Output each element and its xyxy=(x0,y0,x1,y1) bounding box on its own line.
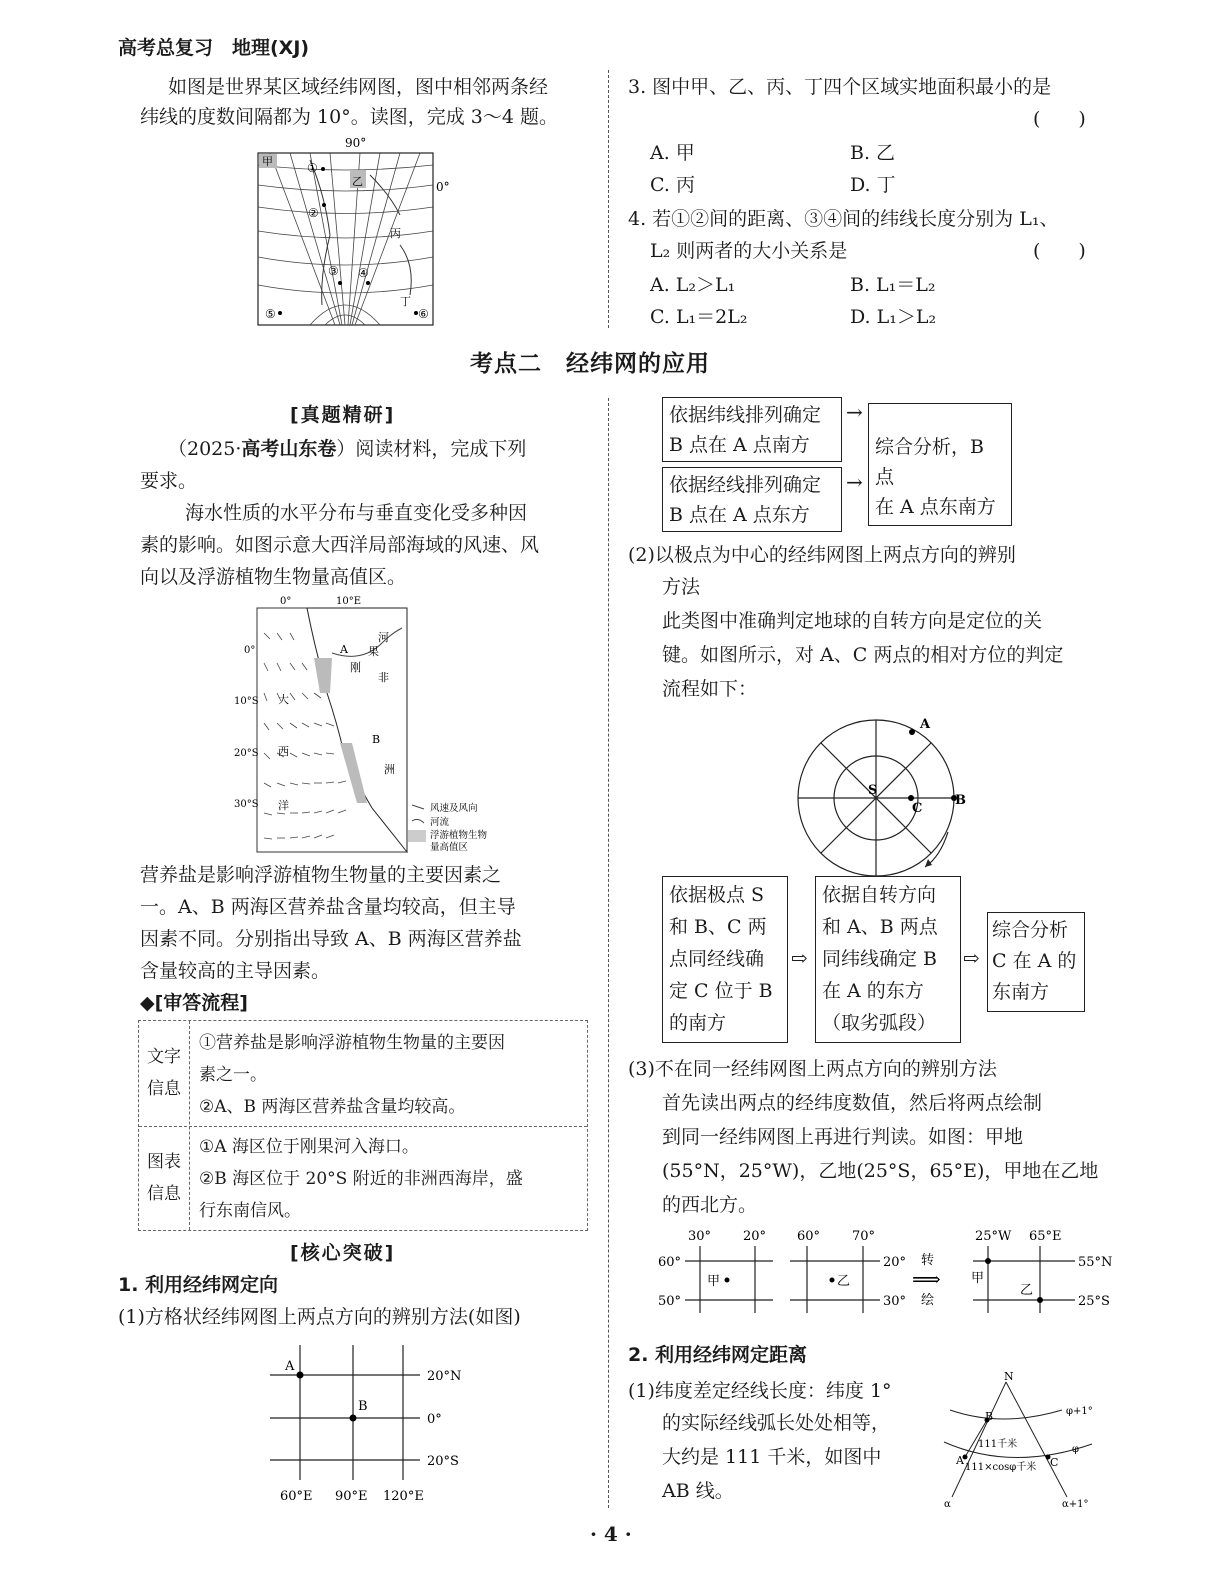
mini3-point-jia: 甲 xyxy=(971,1271,985,1286)
map2-lon-1: 10°E xyxy=(336,596,362,607)
svg-text:⟹: ⟹ xyxy=(912,1267,941,1291)
map2-lon-0: 0° xyxy=(280,596,292,607)
grid-lon-120e: 120°E xyxy=(383,1489,424,1504)
page-number: · 4 · xyxy=(590,1522,632,1546)
sub2-line-2: 方法 xyxy=(662,576,701,598)
map2-place-b: B xyxy=(372,733,381,746)
grid-lat-20s: 20°S xyxy=(427,1454,459,1469)
mini-transfer-diagram xyxy=(655,1228,1115,1318)
atlantic-wind-map xyxy=(232,593,512,855)
sub3-text-2: 到同一经纬网图上再进行判读。如图：甲地 xyxy=(662,1126,1024,1148)
mini-arrow-bottom: 绘 xyxy=(921,1293,935,1308)
mini2-right-1: 30° xyxy=(883,1294,907,1309)
sector-label-111km: 111千米 xyxy=(978,1439,1018,1450)
map2-legend-plankton-2: 量高值区 xyxy=(430,842,469,853)
world-grid-map xyxy=(250,135,450,330)
q4-stem-1: 4. 若①②间的距离、③④间的纬线长度分别为 L₁、 xyxy=(628,208,1059,230)
map1-pt2: ② xyxy=(308,206,319,220)
flow2-arrow-2: ⇨ xyxy=(963,946,980,970)
running-header: 高考总复习 地理(XJ) xyxy=(118,37,310,59)
map1-bing: 丙 xyxy=(390,227,401,240)
sector-label-a: A xyxy=(956,1454,964,1467)
q4-option-a[interactable]: A. L₂＞L₁ xyxy=(650,274,736,296)
mini3-top-0: 25°W xyxy=(975,1229,1012,1244)
q3-stem: 3. 图中甲、乙、丙、丁四个区域实地面积最小的是 xyxy=(628,76,1052,98)
q4-paren: ( ) xyxy=(1033,240,1086,262)
sector-label-alpha-plus: α+1° xyxy=(1062,1499,1089,1510)
polar-label-s: S xyxy=(868,783,878,798)
mini3-right-0: 55°N xyxy=(1078,1255,1113,1270)
question-line-3: 因素不同。分别指出导致 A、B 两海区营养盐 xyxy=(140,928,522,950)
map1-pt4: ④ xyxy=(358,266,369,280)
map2-place-fei: 非 xyxy=(378,671,389,684)
mini-arrow-top: 转 xyxy=(921,1253,935,1268)
q3-option-d[interactable]: D. 丁 xyxy=(850,174,896,196)
sector-label-phi: φ xyxy=(1072,1444,1080,1455)
flow1-arrow-1: → xyxy=(846,400,863,424)
mini1-point-label: 甲 xyxy=(707,1274,721,1289)
sector-label-c: C xyxy=(1050,1456,1059,1469)
polar-label-a: A xyxy=(920,717,931,732)
sub1: (1)方格状经纬网图上两点方向的辨别方法(如图) xyxy=(118,1306,521,1328)
map2-legend-river: 河流 xyxy=(430,817,450,828)
mini2-right-0: 20° xyxy=(883,1255,907,1270)
source-line-2: 要求。 xyxy=(140,470,198,492)
q4-option-d[interactable]: D. L₁＞L₂ xyxy=(850,306,937,328)
grid-point-b: B xyxy=(358,1399,368,1414)
intro-line-2: 纬线的度数间隔都为 10°。读图，完成 3～4 题。 xyxy=(140,106,558,128)
mini2-top-1: 70° xyxy=(852,1229,876,1244)
map2-lat-1: 10°S xyxy=(234,696,259,707)
question-line-2: 一。A、B 两海区营养盐含量均较高，但主导 xyxy=(140,896,516,918)
flow1-box-longitude: 依据经线排列确定 B 点在 A 点东方 xyxy=(662,467,842,532)
table-body-1: ①营养盐是影响浮游植物生物量的主要因 素之一。 ②A、B 两海区营养盐含量均较高。 xyxy=(199,1033,505,1117)
grid-lon-90e: 90°E xyxy=(335,1489,368,1504)
heading-distance: 2. 利用经纬网定距离 xyxy=(628,1344,808,1366)
flow2-box-1: 依据极点 S 和 B、C 两 点同经线确 定 C 位于 B 的南方 xyxy=(662,876,788,1043)
grid-lon-60e: 60°E xyxy=(280,1489,313,1504)
zhenti-heading: [真题精研] xyxy=(290,404,396,426)
sub3-text-4: 的西北方。 xyxy=(662,1194,758,1216)
map1-yi: 乙 xyxy=(352,175,363,188)
sub4-line-4: AB 线。 xyxy=(662,1480,734,1502)
grid-point-a: A xyxy=(285,1359,295,1374)
polar-label-b: B xyxy=(955,793,966,808)
mini3-point-yi: 乙 xyxy=(1020,1283,1034,1298)
map1-pt5: ⑤ xyxy=(265,307,276,321)
q3-paren: ( ) xyxy=(1033,108,1086,130)
mini1-left-1: 50° xyxy=(658,1294,682,1309)
mini3-top-1: 65°E xyxy=(1029,1229,1062,1244)
mini3-right-1: 25°S xyxy=(1078,1294,1110,1309)
question-line-1: 营养盐是影响浮游植物生物量的主要因素之 xyxy=(140,864,502,886)
sector-label-phi-plus: φ+1° xyxy=(1066,1406,1093,1417)
mini1-left-0: 60° xyxy=(658,1255,682,1270)
material-line-1: 海水性质的水平分布与垂直变化受多种因 xyxy=(185,502,528,524)
polar-label-c: C xyxy=(912,801,923,816)
sector-label-n: N xyxy=(1004,1372,1014,1383)
flow2-box-3: 综合分析 C 在 A 的 东南方 xyxy=(987,912,1085,1012)
map2-place-a: A xyxy=(340,643,348,656)
sub2-text-3: 流程如下： xyxy=(662,678,758,700)
sub3: (3)不在同一经纬网图上两点方向的辨别方法 xyxy=(628,1058,997,1080)
sub2-line-1: (2)以极点为中心的经纬网图上两点方向的辨别 xyxy=(628,544,1016,566)
map2-place-zhou: 洲 xyxy=(384,763,395,776)
map2-place-da: 大 xyxy=(278,693,289,706)
sub4-line-2: 的实际经线弧长处处相等， xyxy=(662,1412,891,1434)
map2-legend-plankton-1: 浮游植物生物 xyxy=(430,830,488,841)
grid-lat-20n: 20°N xyxy=(427,1369,462,1384)
sub4-line-1: (1)纬度差定经线长度：纬度 1° xyxy=(628,1380,892,1402)
map2-place-yang: 洋 xyxy=(278,799,289,812)
mini2-point-label: 乙 xyxy=(837,1274,851,1289)
q4-option-b[interactable]: B. L₁＝L₂ xyxy=(850,274,936,296)
table-head-2: 图表 信息 xyxy=(147,1152,181,1204)
map1-pt1: ① xyxy=(307,161,318,175)
source-line: （2025·高考山东卷）阅读材料，完成下列 xyxy=(168,438,527,460)
table-head-1: 文字 信息 xyxy=(147,1047,181,1099)
grid-direction-diagram xyxy=(265,1340,475,1510)
material-line-2: 素的影响。如图示意大西洋局部海域的风速、风 xyxy=(140,534,540,556)
table-body-2: ①A 海区位于刚果河入海口。 ②B 海区位于 20°S 附近的非洲西海岸，盛 行东南信风。 xyxy=(199,1137,523,1221)
map2-place-xi: 西 xyxy=(278,745,289,758)
q3-option-a[interactable]: A. 甲 xyxy=(650,142,695,164)
map1-top-label: 90° xyxy=(345,136,367,150)
mini2-top-0: 60° xyxy=(797,1229,821,1244)
map2-legend-wind: 风速及风向 xyxy=(430,803,478,814)
mini1-top-1: 20° xyxy=(743,1229,767,1244)
flow1-box-latitude: 依据纬线排列确定 B 点在 A 点南方 xyxy=(662,397,842,462)
sub4-line-3: 大约是 111 千米，如图中 xyxy=(662,1446,882,1468)
analysis-table xyxy=(138,1020,588,1231)
flow1-arrow-2: → xyxy=(846,470,863,494)
map2-lat-2: 20°S xyxy=(234,748,259,759)
q3-option-c[interactable]: C. 丙 xyxy=(650,174,695,196)
map2-place-he: 河 xyxy=(378,631,389,644)
section-title: 考点二 经纬网的应用 xyxy=(470,351,710,377)
map2-lat-0: 0° xyxy=(244,645,256,656)
shenda-heading: ◆[审答流程] xyxy=(140,992,248,1014)
map2-place-gang: 刚 xyxy=(350,661,361,674)
sector-label-cos: 111×cosφ千米 xyxy=(965,1462,1037,1473)
hexin-heading: [核心突破] xyxy=(290,1242,396,1264)
sector-label-alpha: α xyxy=(944,1499,951,1510)
map1-jia: 甲 xyxy=(262,155,273,168)
map2-lat-3: 30°S xyxy=(234,799,259,810)
map1-ding: 丁 xyxy=(400,295,411,308)
sub3-text-1: 首先读出两点的经纬度数值，然后将两点绘制 xyxy=(662,1092,1043,1114)
sub2-text-1: 此类图中准确判定地球的自转方向是定位的关 xyxy=(662,610,1043,632)
q4-stem-2: L₂ 则两者的大小关系是 xyxy=(650,240,848,262)
map1-pt6: ⑥ xyxy=(418,307,429,321)
flow1-box-result: 综合分析，B 点 在 A 点东南方 xyxy=(868,403,1012,526)
map1-right-label: 0° xyxy=(436,180,450,194)
material-line-3: 向以及浮游植物生物量高值区。 xyxy=(140,566,407,588)
sub2-text-2: 键。如图所示，对 A、C 两点的相对方位的判定 xyxy=(662,644,1064,666)
question-line-4: 含量较高的主导因素。 xyxy=(140,960,331,982)
sub3-text-3: (55°N，25°W)，乙地(25°S，65°E)，甲地在乙地 xyxy=(662,1160,1099,1182)
heading-direction: 1. 利用经纬网定向 xyxy=(118,1274,279,1296)
sector-label-b: B xyxy=(985,1410,994,1423)
sector-distance-diagram xyxy=(942,1372,1112,1512)
map1-pt3: ③ xyxy=(328,264,339,278)
flow2-arrow-1: ⇨ xyxy=(791,946,808,970)
map2-place-guo: 果 xyxy=(368,645,379,658)
q4-option-c[interactable]: C. L₁＝2L₂ xyxy=(650,306,748,328)
q3-option-b[interactable]: B. 乙 xyxy=(850,142,896,164)
mini1-top-0: 30° xyxy=(688,1229,712,1244)
grid-lat-0: 0° xyxy=(427,1412,442,1427)
flow2-box-2: 依据自转方向 和 A、B 两点 同纬线确定 B 在 A 的东方 （取劣弧段） xyxy=(815,876,961,1043)
intro-line-1: 如图是世界某区域经纬网图，图中相邻两条经 xyxy=(168,76,549,98)
polar-diagram xyxy=(790,712,970,882)
